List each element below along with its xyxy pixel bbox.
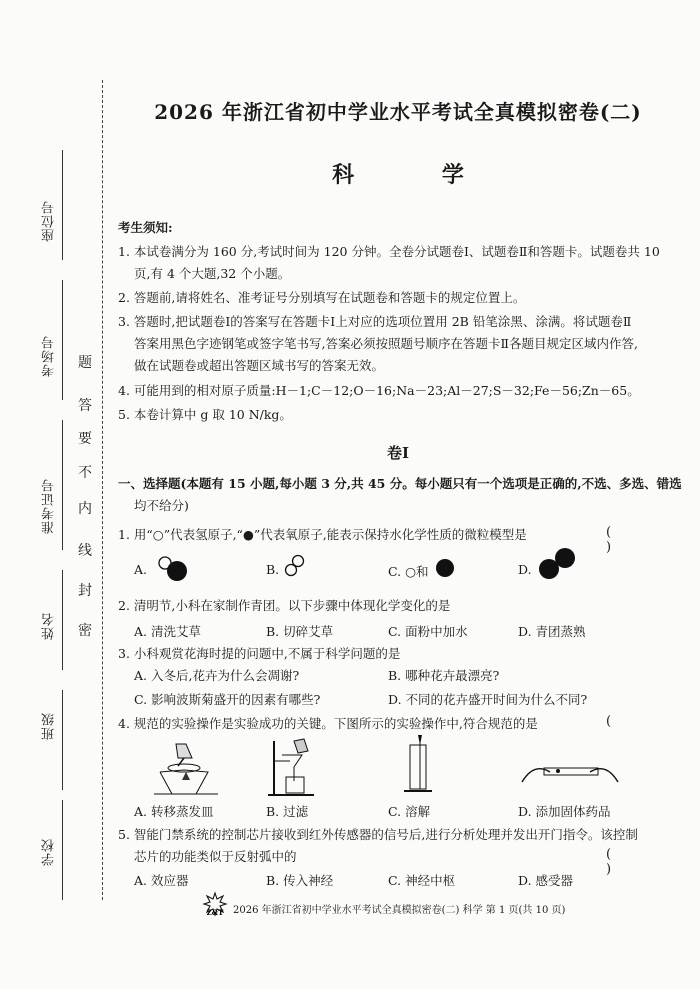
seal-char: 内 <box>78 501 92 517</box>
notice-line: 答案用黑色字迹钢笔或签字笔书写,答案必须按照题号顺序在答题卡Ⅱ各题目规定区域内作答, <box>134 336 638 351</box>
room-number-label: 考场号 <box>42 335 57 377</box>
notice-line: 页,有 4 个大题,32 个小题。 <box>134 266 291 281</box>
q5-option-a[interactable]: A. 效应器 <box>134 873 189 888</box>
q2-option-b[interactable]: B. 切碎艾草 <box>266 624 334 639</box>
seat-number-label: 座位号 <box>42 200 57 242</box>
answer-paren[interactable]: ( ) <box>606 525 638 555</box>
seal-char: 封 <box>78 583 92 599</box>
q4-option-a[interactable]: A. 转移蒸发皿 <box>134 804 214 819</box>
option-label: A. <box>134 562 148 577</box>
seat-number-blank[interactable] <box>62 150 63 260</box>
publisher-logo <box>200 891 230 917</box>
seal-char: 答 <box>78 398 92 414</box>
q4-option-d[interactable]: D. 添加固体药品 <box>518 804 611 819</box>
filtration-apparatus-icon <box>264 737 324 797</box>
class-label: 班级 <box>42 712 57 740</box>
question-3-stem: 3. 小科观赏花海时提的问题中,不属于科学问题的是 <box>118 646 401 661</box>
answer-paren-open[interactable]: ( <box>606 714 638 729</box>
q2-option-a[interactable]: A. 清洗艾草 <box>134 624 201 639</box>
section-instructions-cont: 均不给分) <box>134 498 189 513</box>
notice-line: 1. 本试卷满分为 160 分,考试时间为 120 分钟。全卷分试题卷Ⅰ、试题卷Ⅱ和答题卡。试题卷共 10 <box>118 244 660 259</box>
section-instructions <box>118 473 682 495</box>
q3-option-c[interactable]: C. 影响波斯菊盛开的因素有哪些? <box>134 692 321 707</box>
question-5-stem: 5. 智能门禁系统的控制芯片接收到红外传感器的信号后,进行分析处理并发出开门指令。该控制 <box>118 827 638 842</box>
answer-paren[interactable]: ( ) <box>606 847 638 877</box>
seal-char: 线 <box>78 543 92 559</box>
question-1-stem: 1. 用“○”代表氢原子,“●”代表氧原子,能表示保持水化学性质的微粒模型是 <box>118 527 527 542</box>
seal-char: 题 <box>78 355 92 371</box>
school-blank[interactable] <box>62 800 63 900</box>
publisher-logo-text: Z&T <box>206 908 224 917</box>
notice-line: 5. 本卷计算中 g 取 10 N/kg。 <box>118 407 292 422</box>
q4-option-c[interactable]: C. 溶解 <box>388 804 431 819</box>
q1-option-b[interactable] <box>266 562 279 577</box>
q5-option-d[interactable]: D. 感受器 <box>518 873 574 888</box>
q4-option-b[interactable]: B. 过滤 <box>266 804 309 819</box>
question-5-stem-cont: 芯片的功能类似于反射弧中的 <box>134 849 297 864</box>
class-blank[interactable] <box>62 690 63 790</box>
water-molecule-icon <box>156 553 190 583</box>
seal-char: 不 <box>78 465 92 481</box>
school-label: 学校 <box>42 838 57 866</box>
binding-margin <box>0 0 110 989</box>
binding-dashed-line <box>102 80 103 900</box>
q1-option-d[interactable] <box>518 562 532 577</box>
q3-option-d[interactable]: D. 不同的花卉盛开时间为什么不同? <box>388 692 588 707</box>
notice-line: 3. 答题时,把试题卷Ⅰ的答案写在答题卡Ⅰ上对应的选项位置用 2B 铅笔涂黑、涂满。将试题卷Ⅱ <box>118 314 632 329</box>
question-4-stem: 4. 规范的实验操作是实验成功的关键。下图所示的实验操作中,符合规范的是 <box>118 716 538 731</box>
option-label: C. ○和 <box>388 564 429 579</box>
notice-line: 2. 答题前,请将姓名、准考证号分别填写在试题卷和答题卡的规定位置上。 <box>118 290 526 305</box>
name-label: 姓名 <box>42 612 57 640</box>
adding-solid-reagent-icon <box>518 752 624 796</box>
q3-option-b[interactable]: B. 哪种花卉最漂亮? <box>388 668 500 683</box>
notice-line: 4. 可能用到的相对原子质量:H－1;C－12;O－16;Na－23;Al－27;S－32;Fe－56;Zn－65。 <box>118 383 640 398</box>
q5-option-c[interactable]: C. 神经中枢 <box>388 873 456 888</box>
q2-option-d[interactable]: D. 青团蒸熟 <box>518 624 586 639</box>
name-blank[interactable] <box>62 570 63 670</box>
notice-heading: 考生须知: <box>118 220 173 235</box>
question-2-stem: 2. 清明节,小科在家制作青团。以下步骤中体现化学变化的是 <box>118 598 451 613</box>
q2-option-c[interactable]: C. 面粉中加水 <box>388 624 468 639</box>
seal-char: 要 <box>78 431 92 447</box>
seal-char: 密 <box>78 623 92 639</box>
oxygen-atom-icon <box>435 557 457 579</box>
footer-text: 2026 年浙江省初中学业水平考试全真模拟密卷(二) 科学 第 1 页(共 10 页) <box>233 905 566 916</box>
option-label: D. <box>518 562 532 577</box>
hydrogen-molecule-icon <box>283 553 307 579</box>
q3-option-a[interactable]: A. 入冬后,花卉为什么会凋谢? <box>134 668 300 683</box>
section-title: 卷Ⅰ <box>386 444 410 462</box>
oxygen-molecule-icon <box>536 545 578 583</box>
subject-title: 科 学 <box>332 162 504 188</box>
option-label: B. <box>266 562 280 577</box>
q5-option-b[interactable]: B. 传入神经 <box>266 873 334 888</box>
notice-line: 做在试题卷或超出答题区域书写的答案无效。 <box>134 358 385 373</box>
exam-page-body <box>118 0 682 989</box>
q1-option-c[interactable] <box>388 562 428 580</box>
exam-number-label: 准考证号 <box>42 478 57 534</box>
exam-title: 2026 年浙江省初中学业水平考试全真模拟密卷(二) <box>154 100 642 124</box>
q1-option-a[interactable] <box>134 562 147 577</box>
exam-number-blank[interactable] <box>62 420 63 550</box>
dissolving-cylinder-icon <box>400 733 436 797</box>
section-instructions-text: 一、选择题(本题有 15 小题,每小题 3 分,共 45 分。每小题只有一个选项是正确的,不选、多选、错选 <box>118 476 682 491</box>
evaporating-dish-transfer-icon <box>146 740 226 796</box>
room-number-blank[interactable] <box>62 280 63 400</box>
